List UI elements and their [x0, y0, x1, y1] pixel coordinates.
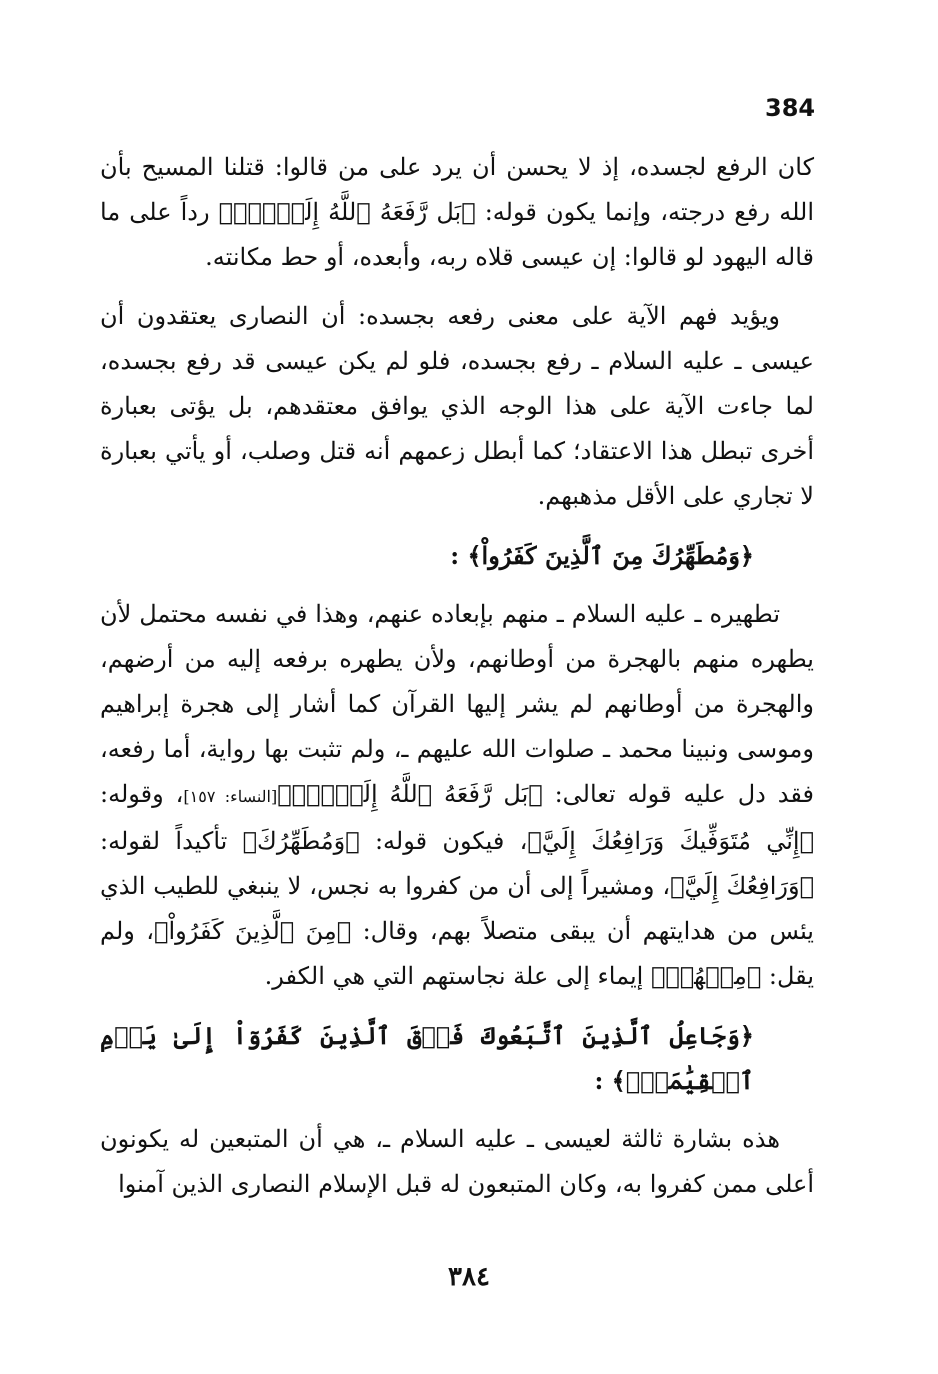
- citation: [النساء: ١٥٧]: [183, 787, 278, 806]
- page-body: [100, 145, 814, 1221]
- page-number-bottom: ٣٨٤: [448, 1262, 490, 1292]
- paragraph-3-part-a: تطهيره ـ عليه السلام ـ منهم بإبعاده عنهم، وهذا في نفسه محتمل لأن يطهره منهم بالهجرة من أوطانهم، ولأن يطهره برفعه إليه من أرضهم، والهجرة من أوطانهم لم يشر إليها القرآن كما أشار إلى هجرة إبراهيم وموسى ونبينا محمد ـ صلوات الله عليهم ـ، ولم تثبت بها رواية، أما رفعه، فقد دل عليه قوله تعالى: ﴿بَل رَّفَعَهُ ٱللَّهُ إِلَيۡهِۚ﴾: [100, 600, 814, 808]
- paragraph-3: [100, 592, 814, 999]
- paragraph-4: هذه بشارة ثالثة لعيسى ـ عليه السلام ـ، هي أن المتبعين له يكونون أعلى ممن كفروا به، وكان المتبعون له قبل الإسلام النصارى الذين آمنوا: [100, 1125, 814, 1198]
- verse-heading-2: ﴿وَجَاعِلُ ٱلَّذِينَ ٱتَّبَعُوكَ فَوۡقَ ٱلَّذِينَ كَفَرُوٓاْ إِلَىٰ يَوۡمِ ٱلۡقِيَٰمَةِۖ﴾ :: [100, 1021, 754, 1095]
- paragraph-2: ويؤيد فهم الآية على معنى رفعه بجسده: أن النصارى يعتقدون أن عيسى ـ عليه السلام ـ رفع بجسده، فلو لم يكن عيسى قد رفع بجسده، لما جاءت الآية على هذا الوجه الذي يوافق معتقدهم، بل يؤتى بعبارة أخرى تبطل هذا الاعتقاد؛ كما أبطل زعمهم أنه قتل وصلب، أو يأتي بعبارة لا تجاري على الأقل مذهبهم.: [100, 302, 814, 510]
- paragraph-1: كان الرفع لجسده، إذ لا يحسن أن يرد على من قالوا: قتلنا المسيح بأن الله رفع درجته، وإنما يكون قوله: ﴿بَل رَّفَعَهُ ٱللَّهُ إِلَيۡهِۚ﴾ رداً على ما قاله اليهود لو قالوا: إن عيسى قلاه ربه، وأبعده، أو حط مكانته.: [100, 153, 814, 271]
- verse-heading-1: ﴿وَمُطَهِّرُكَ مِنَ ٱلَّذِينَ كَفَرُواْ﴾ :: [450, 541, 754, 570]
- page-number-top: 384: [765, 94, 816, 122]
- paragraph-3-part-b: ، وقوله: ﴿إِنِّي مُتَوَفِّيكَ وَرَافِعُكَ إِلَيَّ﴾، فيكون قوله: ﴿وَمُطَهِّرُكَ﴾ تأكيداً لقوله: ﴿وَرَافِعُكَ إِلَيَّ﴾، ومشيراً إلى أن من كفروا به نجس، لا ينبغي للطيب الذي يئس من هدايتهم أن يبقى متصلاً بهم، وقال: ﴿مِنَ ٱلَّذِينَ كَفَرُواْ﴾، ولم يقل: ﴿مِنۡهُمۡ﴾ إيماء إلى علة نجاستهم التي هي الكفر.: [100, 780, 814, 990]
